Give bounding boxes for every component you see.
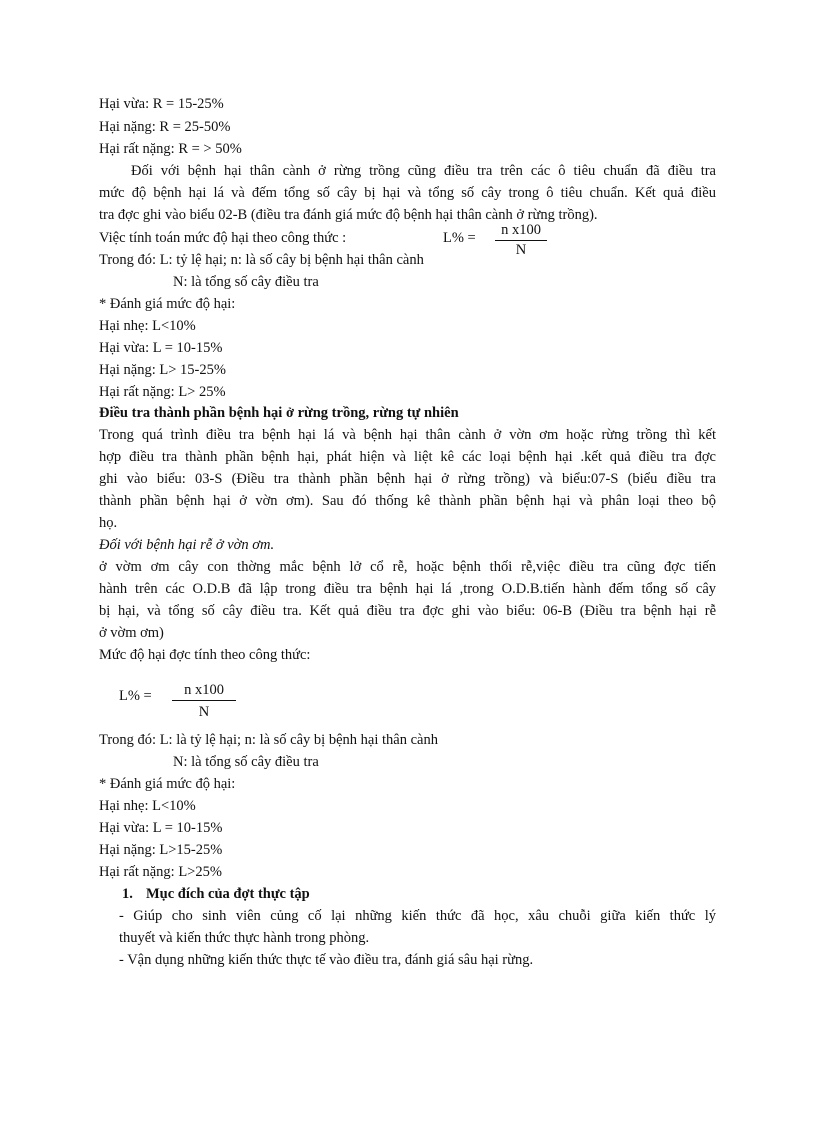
section-heading: Điều tra thành phần bệnh hại ở rừng trồng, rừng tự nhiên (99, 405, 459, 421)
severity-heavy: Hại nặng: L>15-25% (99, 842, 223, 858)
formula-lhs: L% = (443, 230, 476, 246)
formula2-lhs: L% = (119, 688, 152, 704)
formula-legend-n: N: là tổng số cây điều tra (173, 274, 319, 290)
severity-very-heavy-r: Hại rất nặng: R = > 50% (99, 141, 242, 157)
section-number: 1. (122, 886, 133, 902)
paragraph-line: hợp điều tra thành phần bệnh hại, phát hiện và liệt kê các loại bệnh hại .kết quả điều tra đợc (99, 449, 716, 465)
severity-medium-r: Hại vừa: R = 15-25% (99, 96, 224, 112)
section-title: Mục đích của đợt thực tập (146, 886, 310, 902)
paragraph-line: họ. (99, 515, 118, 531)
formula-intro: Việc tính toán mức độ hại theo công thức : (99, 230, 347, 246)
paragraph-line: - Giúp cho sinh viên củng cố lại những kiến thức đã học, xâu chuỗi giữa kiến thức lý (119, 908, 716, 924)
formula2-intro: Mức độ hại đợc tính theo công thức: (99, 647, 311, 663)
formula-legend-n: N: là tổng số cây điều tra (173, 754, 319, 770)
formula2-denominator: N (198, 704, 210, 720)
paragraph-line: tra đợc ghi vào biểu 02-B (điều tra đánh giá mức độ bệnh hại thân cành ở rừng trồng). (99, 207, 598, 223)
paragraph-line: - Vận dụng những kiến thức thực tế vào điều tra, đánh giá sâu hại rừng. (119, 952, 534, 968)
formula-fraction (495, 221, 547, 259)
severity-medium: Hại vừa: L = 10-15% (99, 340, 223, 356)
assessment-heading: * Đánh giá mức độ hại: (99, 296, 236, 312)
severity-very-heavy: Hại rất nặng: L> 25% (99, 384, 226, 400)
formula2-numerator: n x100 (172, 681, 236, 701)
formula-legend: Trong đó: L: là tỷ lệ hại; n: là số cây bị bệnh hại thân cành (99, 732, 438, 748)
paragraph-line: bị hại, và tổng số cây điều tra. Kết quả điều tra đợc ghi vào biểu: 06-B (Điều tra bệnh hại rễ (99, 603, 716, 619)
severity-medium: Hại vừa: L = 10-15% (99, 820, 223, 836)
formula-numerator: n x100 (495, 221, 547, 241)
paragraph-line: Trong quá trình điều tra bệnh hại lá và bệnh hại thân cành ở vờn ơm hoặc rừng trồng thì kết (99, 427, 716, 443)
formula2-fraction (172, 681, 236, 721)
severity-heavy: Hại nặng: L> 15-25% (99, 362, 226, 378)
paragraph-line: ở vờm ơm) (99, 625, 164, 641)
formula-legend: Trong đó: L: tỷ lệ hại; n: là số cây bị bệnh hại thân cành (99, 252, 424, 268)
paragraph-line: hành trên các O.D.B đã lập trong điều tra bệnh hại lá ,trong O.D.B.tiến hành đếm tổng số cây (99, 581, 716, 597)
severity-light: Hại nhẹ: L<10% (99, 318, 196, 334)
severity-light: Hại nhẹ: L<10% (99, 798, 196, 814)
formula-denominator: N (515, 242, 527, 258)
paragraph-line: Đối với bệnh hại thân cành ở rừng trồng cũng điều tra trên các ô tiêu chuẩn đã điều tra (131, 163, 716, 179)
severity-heavy-r: Hại nặng: R = 25-50% (99, 119, 231, 135)
paragraph-line: ghi vào biểu: 03-S (Điều tra thành phần bệnh hại ở rừng trồng) và biểu:07-S (biểu điều tra (99, 471, 716, 487)
severity-very-heavy: Hại rất nặng: L>25% (99, 864, 222, 880)
paragraph-line: thuyết và kiến thức thực hành trong phòng. (119, 930, 370, 946)
paragraph-line: ở vờm ơm cây con thờng mắc bệnh lở cổ rễ, hoặc bệnh thối rễ,việc điều tra cũng đợc tiến (99, 559, 716, 575)
paragraph-line: mức độ bệnh hại lá và đếm tổng số cây bị hại và tổng số cây trong ô tiêu chuẩn. Kết quả điều (99, 185, 716, 201)
paragraph-line: thành phần bệnh hại ở vờn ơm). Sau đó thống kê thành phần bệnh hại và phân loại theo bộ (99, 493, 716, 509)
assessment-heading: * Đánh giá mức độ hại: (99, 776, 236, 792)
subsection-heading: Đối với bệnh hại rễ ở vờn ơm. (99, 537, 275, 553)
